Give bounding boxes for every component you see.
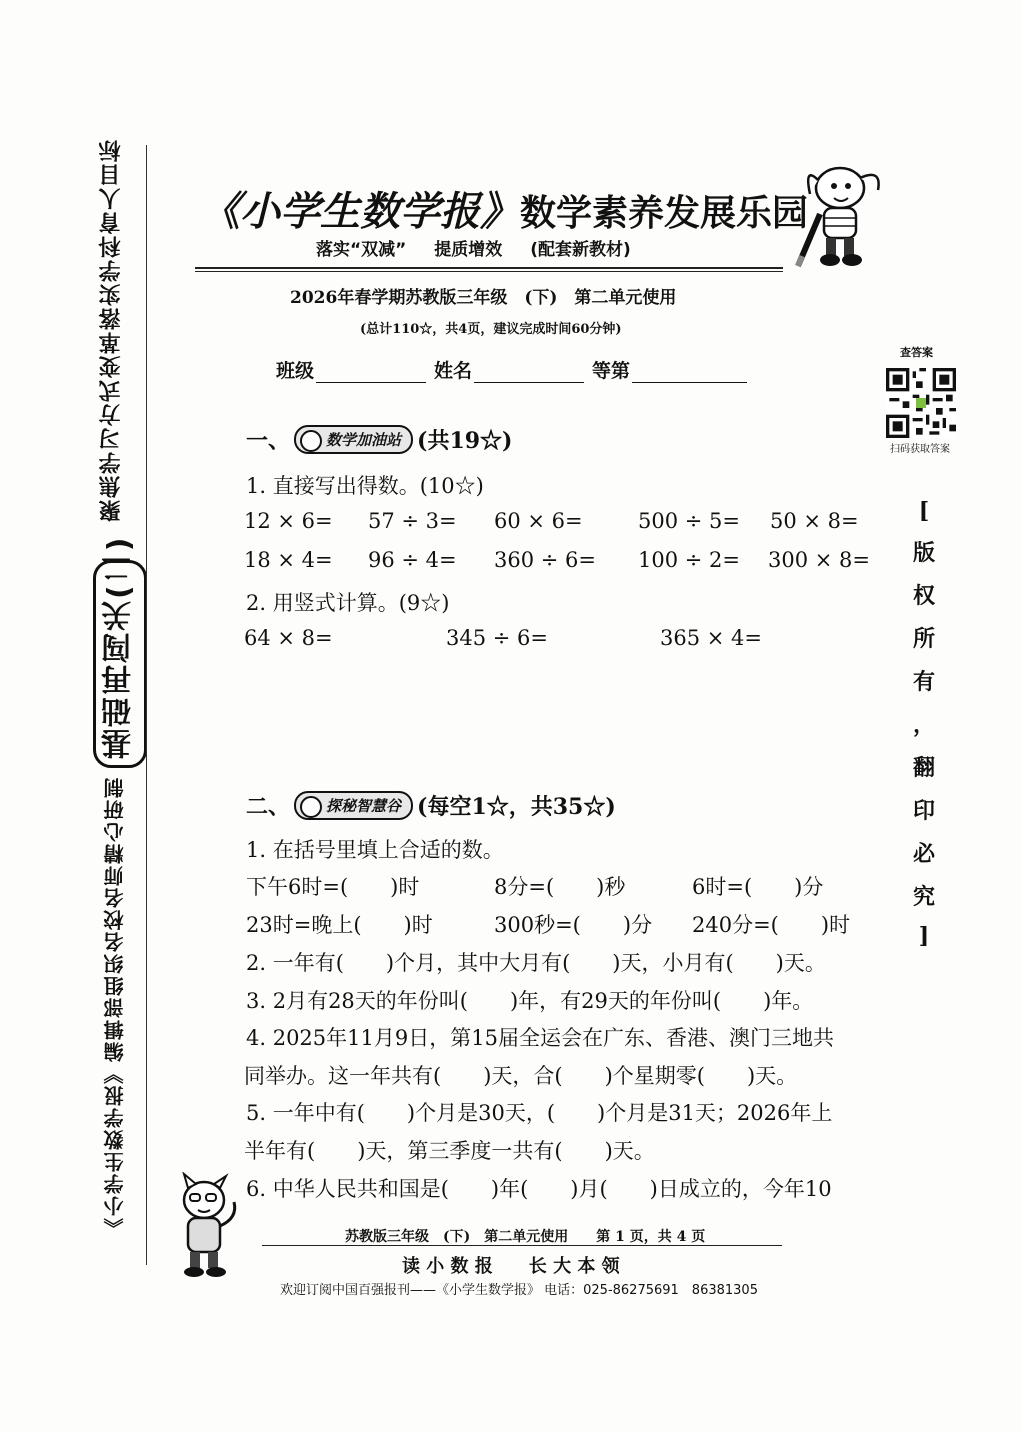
section1-badge: 数学加油站 [294, 425, 413, 454]
student-info-row [276, 356, 755, 383]
page-title [200, 180, 808, 237]
section2-q4-line1: 4. 2025年11月9日，第15届全运会在广东、香港、澳门三地共 [246, 1026, 834, 1050]
subtitle [316, 235, 653, 260]
calc-item: 360 ÷ 6= [494, 548, 596, 572]
sidebar-badge: 基础再闯关(二) [93, 560, 147, 768]
calc-item: 100 ÷ 2= [638, 548, 740, 572]
subtitle-3: (配套新教材) [530, 240, 631, 260]
subtitle-2: 提质增效 [434, 240, 503, 260]
term-info: 2026年春学期苏教版三年级 (下) 第二单元使用 [290, 288, 677, 308]
calc-item: 57 ÷ 3= [368, 509, 457, 533]
section1-q2: 2. 用竖式计算。(9☆) [246, 591, 450, 615]
calc-item: 500 ÷ 5= [638, 509, 740, 533]
mascot-dog-icon [790, 158, 890, 270]
header-rule-thin [195, 271, 783, 272]
score-note: (总计110☆，共4页，建议完成时间60分钟) [360, 322, 622, 337]
grade-field[interactable]: 等第 [592, 356, 747, 383]
calc-item: 50 × 8= [770, 509, 859, 533]
calc-item: 18 × 4= [244, 548, 333, 572]
section2-q1: 1. 在括号里填上合适的数。 [246, 838, 504, 862]
section2-q4-line2: 同举办。这一年共有( )天，合( )个星期零( )天。 [244, 1064, 798, 1088]
fill-item: 240分=( )时 [692, 913, 851, 937]
vertical-calc-item: 64 × 8= [244, 626, 333, 650]
class-field[interactable]: 班级 [276, 356, 426, 383]
header-rule [195, 267, 783, 269]
section2-q2: 2. 一年有( )个月，其中大月有( )天，小月有( )天。 [246, 951, 826, 975]
section2-q6: 6. 中华人民共和国是( )年( )月( )日成立的，今年10 [246, 1177, 832, 1201]
section2-q5-line1: 5. 一年中有( )个月是30天，( )个月是31天；2026年上 [246, 1101, 833, 1125]
qr-code-icon[interactable] [886, 368, 956, 438]
footer-rule [262, 1245, 782, 1246]
fill-item: 下午6时=( )时 [246, 875, 420, 899]
title-text: 数学素养发展乐园 [520, 193, 809, 234]
sidebar-credit: 《小学生数学报》编辑部组织名校名师精心研制 [103, 776, 127, 1238]
calc-item: 96 ÷ 4= [368, 548, 457, 572]
fill-item: 300秒=( )分 [494, 913, 653, 937]
fill-item: 6时=( )分 [692, 875, 824, 899]
vertical-calc-item: 345 ÷ 6= [446, 626, 548, 650]
section2-heading: 二、 探秘智慧谷 (每空1☆，共35☆) [246, 790, 616, 821]
section2-badge: 探秘智慧谷 [294, 791, 413, 820]
footer-page-info: 苏教版三年级 (下) 第二单元使用 第 1 页，共 4 页 [345, 1229, 706, 1245]
section1-heading: 一、 数学加油站 (共19☆) [246, 424, 512, 455]
sidebar-line2: 聚焦学习方式变革 [99, 330, 124, 522]
name-field[interactable]: 姓名 [434, 356, 584, 383]
mascot-cat-icon [168, 1172, 248, 1282]
sidebar-line1: 落实学科育人目标 [99, 138, 124, 330]
subtitle-1: 落实“双减” [316, 240, 407, 260]
fill-item: 23时=晚上( )时 [246, 913, 433, 937]
footer-slogan: 读 小 数 报 长 大 本 领 [402, 1256, 620, 1277]
sidebar-rule [146, 145, 147, 1265]
section2-q5-line2: 半年有( )天，第三季度一共有( )天。 [244, 1139, 655, 1163]
fill-item: 8分=( )秒 [494, 875, 626, 899]
calc-item: 300 × 8= [768, 548, 870, 572]
vertical-calc-item: 365 × 4= [660, 626, 762, 650]
qr-top-label: 查答案 [900, 346, 933, 359]
section1-q1: 1. 直接写出得数。(10☆) [246, 474, 484, 498]
copyright-notice: [ 版 权 所 有 ， 翻 印 必 究 ] [912, 498, 935, 949]
brand-name: 《小学生数学报》 [200, 188, 520, 235]
qr-bottom-label: 扫码获取答案 [890, 444, 950, 455]
calc-item: 60 × 6= [494, 509, 583, 533]
footer-contact: 欢迎订阅中国百强报刊——《小学生数学报》 电话：025-86275691 86381305 [280, 1283, 758, 1298]
section2-q3: 3. 2月有28天的年份叫( )年，有29天的年份叫( )年。 [246, 989, 814, 1013]
calc-item: 12 × 6= [244, 509, 333, 533]
